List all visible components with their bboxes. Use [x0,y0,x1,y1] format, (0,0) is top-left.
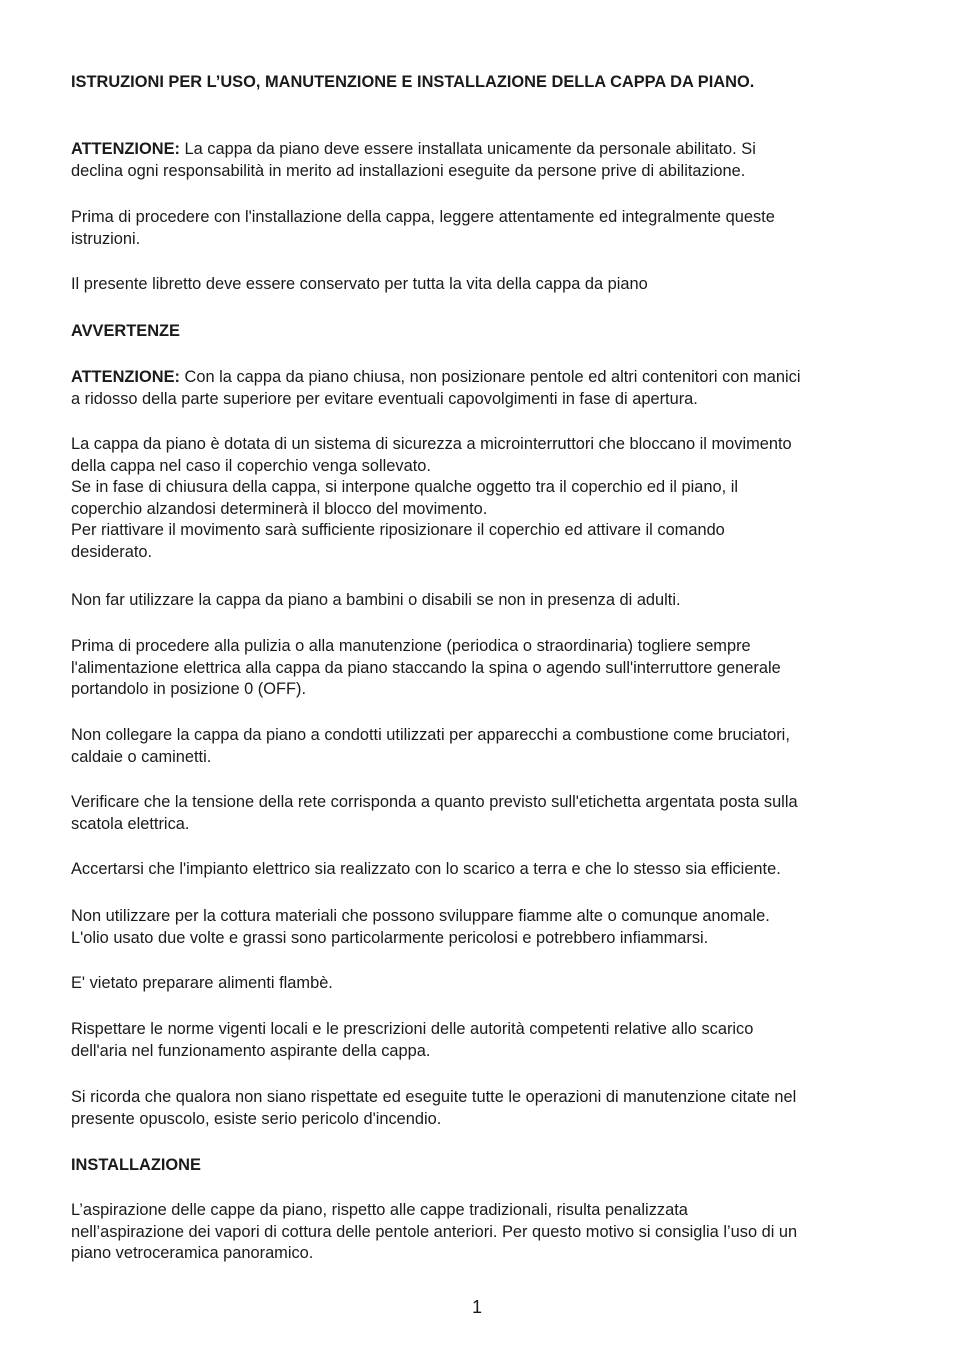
page-number: 1 [471,1297,482,1317]
fire-hazard-paragraph: Si ricorda che qualora non siano rispettate ed eseguite tutte le operazioni di manutenzione citate nel presente opuscolo, esiste serio pericolo d'incendio. [71,1088,797,1128]
keep-booklet-paragraph: Il presente libretto deve essere conservato per tutta la vita della cappa da piano [71,275,648,293]
flames-paragraph: Non utilizzare per la cottura materiali che possono sviluppare fiamme alte o comunque anomale. L'olio usato due volte e grassi sono particolarmente pericolosi e potrebbero infiammarsi. [71,907,770,947]
safety-system-paragraph: La cappa da piano è dotata di un sistema di sicurezza a microinterruttori che bloccano il movimento della cappa nel caso il coperchio venga sollevato. Se in fase di chiusura della cappa, si interpone qualche oggetto tra il coperchio ed il piano, il coperchio alzandosi determinerà il blocco del movimento. Per riattivare il movimento sarà sufficiente riposizionare il coperchio ed attivare il comando desiderato. [71,435,792,561]
local-rules-paragraph: Rispettare le norme vigenti locali e le prescrizioni delle autorità competenti relative allo scarico dell'aria nel funzionamento aspirante della cappa. [71,1020,754,1060]
read-instructions-paragraph: Prima di procedere con l'installazione della cappa, leggere attentamente ed integralmente queste istruzioni. [71,208,775,248]
attention-paragraph-2: ATTENZIONE: Con la cappa da piano chiusa, non posizionare pentole ed altri contenitori con manici a ridosso della parte superiore per evitare eventuali capovolgimenti in fase di apertura. [71,368,801,408]
children-paragraph: Non far utilizzare la cappa da piano a bambini o disabili se non in presenza di adulti. [71,591,681,609]
aspiration-paragraph: L’aspirazione delle cappe da piano, rispetto alle cappe tradizionali, risulta penalizzata nell’aspirazione dei vapori di cottura delle pentole anteriori. Per questo motivo si consiglia l’uso di un piano vetroceramica panoramico. [71,1201,798,1262]
installation-heading: INSTALLAZIONE [71,1156,201,1174]
document-title: ISTRUZIONI PER L’USO, MANUTENZIONE E INSTALLAZIONE DELLA CAPPA DA PIANO. [71,73,755,91]
attention-paragraph-1: ATTENZIONE: La cappa da piano deve essere installata unicamente da personale abilitato. Si declina ogni responsabilità in merito ad installazioni eseguite da persone prive di abilitazione. [71,140,756,180]
voltage-paragraph: Verificare che la tensione della rete corrisponda a quanto previsto sull'etichetta argentata posta sulla scatola elettrica. [71,793,798,833]
attention-label: ATTENZIONE: [71,368,180,386]
ducts-paragraph: Non collegare la cappa da piano a condotti utilizzati per apparecchi a combustione come bruciatori, caldaie o caminetti. [71,726,790,766]
warnings-heading: AVVERTENZE [71,322,180,340]
cleaning-paragraph: Prima di procedere alla pulizia o alla manutenzione (periodica o straordinaria) togliere sempre l'alimentazione elettrica alla cappa da piano staccando la spina o agendo sull'interruttore generale portandolo in posizione 0 (OFF). [71,637,781,698]
grounding-paragraph: Accertarsi che l'impianto elettrico sia realizzato con lo scarico a terra e che lo stesso sia efficiente. [71,860,781,878]
flambe-paragraph: E' vietato preparare alimenti flambè. [71,974,333,992]
attention-label: ATTENZIONE: [71,140,180,158]
